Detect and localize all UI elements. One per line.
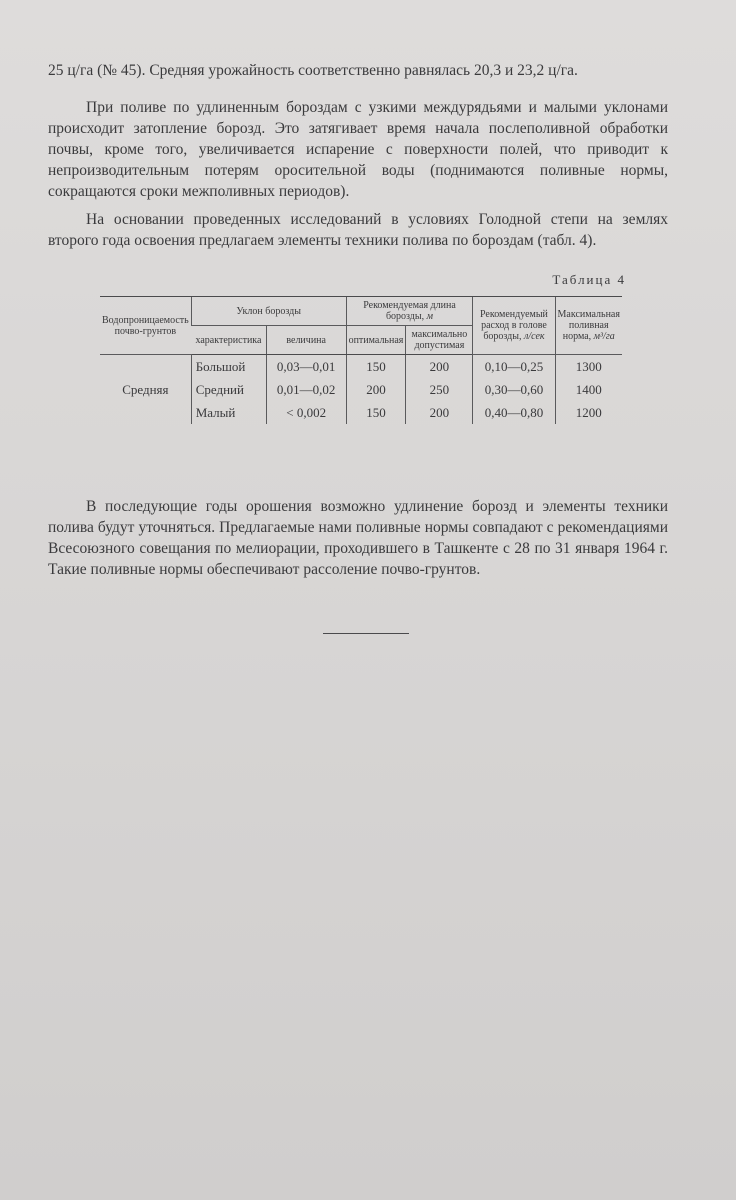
header-norm-label: Максимальная поливная норма, <box>557 309 620 342</box>
header-length-unit: м <box>426 311 434 322</box>
cell-slope: < 0,002 <box>266 401 346 424</box>
header-length-max: максимально допустимая <box>406 326 473 355</box>
cell-max: 200 <box>406 401 473 424</box>
header-length <box>346 297 473 326</box>
paragraph-proposal <box>48 209 668 251</box>
header-norm-unit: м³/га <box>593 331 615 342</box>
header-length-opt: оптимальная <box>346 326 406 355</box>
paragraph-yield <box>48 60 668 81</box>
cell-max: 200 <box>406 355 473 379</box>
paragraph-text: На основании проведенных исследований в условиях Голодной степи на землях второго года освоения предлагаем элементы техники полива по бороздам (табл. 4). <box>48 211 668 249</box>
header-norm <box>555 297 622 355</box>
cell-flow: 0,30—0,60 <box>473 378 555 401</box>
header-slope: Уклон борозды <box>191 297 346 326</box>
cell-char: Большой <box>191 355 266 379</box>
cell-char: Малый <box>191 401 266 424</box>
paragraph-text: При поливе по удлиненным бороздам с узкими междурядьями и малыми уклонами происходит затопление борозд. Это затягивает время начала послеполивной обработки почвы, кроме того, увеличивается испарение с поверхности полей, что приводит к непроизводительным потерям оросительной воды (поднимаются поливные нормы, сокращаются сроки межполивных периодов). <box>48 99 668 200</box>
cell-opt: 200 <box>346 378 406 401</box>
cell-slope: 0,03—0,01 <box>266 355 346 379</box>
cell-norm: 1200 <box>555 401 622 424</box>
cell-opt: 150 <box>346 401 406 424</box>
table-row <box>100 355 622 379</box>
cell-opt: 150 <box>346 355 406 379</box>
header-permeability: Водопроницаемость почво-грунтов <box>100 297 191 355</box>
paragraph-conclusion <box>48 496 668 580</box>
cell-max: 250 <box>406 378 473 401</box>
header-flow-label: Рекомендуемый расход в голове борозды, <box>479 309 548 342</box>
cell-norm: 1400 <box>555 378 622 401</box>
section-divider <box>323 633 409 634</box>
cell-permeability: Средняя <box>122 382 169 397</box>
header-flow <box>473 297 555 355</box>
header-length-label: Рекомендуемая длина борозды, <box>363 300 456 322</box>
cell-slope: 0,01—0,02 <box>266 378 346 401</box>
table-caption: Таблица 4 <box>552 272 626 287</box>
cell-flow: 0,40—0,80 <box>473 401 555 424</box>
cell-char: Средний <box>191 378 266 401</box>
paragraph-text: 25 ц/га (№ 45). Средняя урожайность соответственно равнялась 20,3 и 23,2 ц/га. <box>48 62 578 79</box>
paragraph-text: В последующие годы орошения возможно удлинение борозд и элементы техники полива будут уточняться. Предлагаемые нами поливные нормы совпадают с рекомендациями Всесоюзного совещания по мелиорации, проходившего в Ташкенте с 28 по 31 января 1964 г. Такие поливные нормы обеспечивают рассоление почво-грунтов. <box>48 498 668 578</box>
header-slope-char: характеристика <box>191 326 266 355</box>
header-flow-unit: л/сек <box>524 331 545 342</box>
header-slope-value: величина <box>266 326 346 355</box>
irrigation-table <box>100 296 622 424</box>
cell-norm: 1300 <box>555 355 622 379</box>
paragraph-flooding <box>48 97 668 202</box>
cell-flow: 0,10—0,25 <box>473 355 555 379</box>
